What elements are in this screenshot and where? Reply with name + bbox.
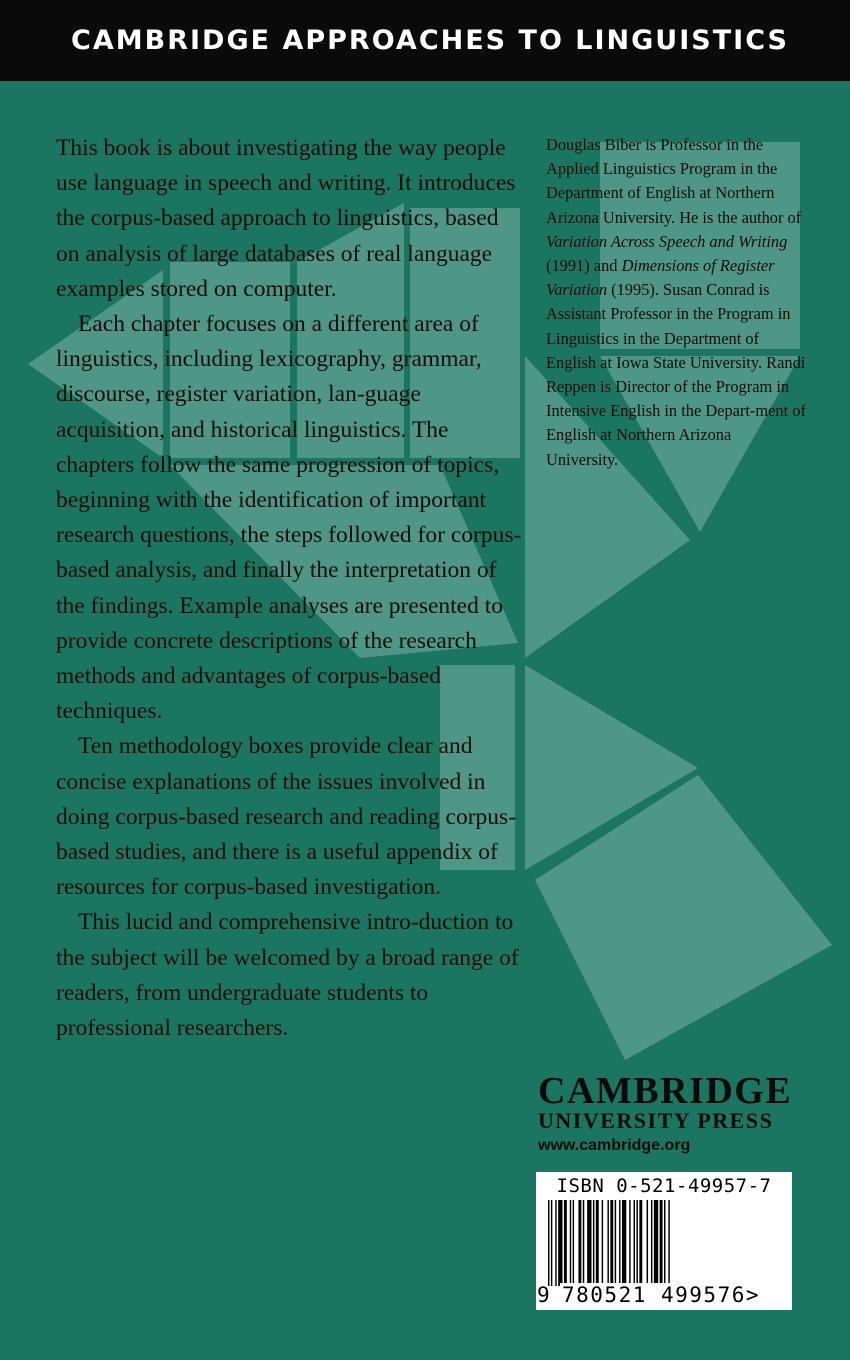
ean-digits: 780521 499576> (562, 1283, 761, 1307)
barcode-bar (555, 1200, 556, 1286)
isbn-number: ISBN 0-521-49957-7 (556, 1175, 772, 1197)
series-title: CAMBRIDGE APPROACHES TO LINGUISTICS (71, 25, 789, 56)
description-paragraph: Each chapter focuses on a different area of linguistics, including lexicography, grammar, discourse, register variation, lan-guage acquisition, and historical linguistics. The chapters follow the same progression of topics, beginning with the identification of important research questions, the steps followed for corpus-based analysis, and finally the interpretation of the findings. Example analyses are presented to provide concrete descriptions of the research methods and advantages of corpus-based techniques. (56, 311, 522, 725)
isbn-barcode (536, 1172, 792, 1310)
publisher-subtitle: UNIVERSITY PRESS (538, 1108, 774, 1133)
barcode-bar (607, 1200, 608, 1286)
bio-text: (1995). Susan Conrad is Assistant Professor in the Program in Linguistics in the Department of English at Iowa State University. Randi Reppen is Director of the Program in Intensive English in the Depart-ment of English at Northern Arizona University. (546, 280, 806, 469)
bio-book-title: Variation Across Speech and Writing (546, 231, 788, 251)
barcode-bar (564, 1200, 567, 1286)
barcode-bars (548, 1200, 784, 1286)
barcode-bar (573, 1200, 574, 1286)
barcode-bar (593, 1200, 594, 1286)
barcode-bar (578, 1200, 581, 1286)
barcode-bar (615, 1200, 616, 1286)
barcode-bar (651, 1200, 652, 1286)
barcode-bar (548, 1200, 549, 1286)
barcode-bar (602, 1200, 603, 1286)
author-bio (546, 133, 806, 472)
barcode-bar (622, 1200, 626, 1286)
barcode-bar (610, 1200, 613, 1286)
barcode-bar (654, 1200, 658, 1286)
bio-book-title: Dimensions of Register Variation (546, 256, 775, 300)
barcode-bar (619, 1200, 620, 1286)
publisher-logo (538, 1071, 798, 1155)
barcode-bar (660, 1200, 663, 1286)
barcode-bar (596, 1200, 599, 1286)
barcode-bar (636, 1200, 637, 1286)
book-description (56, 131, 526, 1046)
publisher-url: www.cambridge.org (538, 1137, 691, 1154)
series-banner (0, 0, 850, 81)
barcode-bar (570, 1200, 571, 1286)
barcode-bar (647, 1200, 648, 1286)
barcode-bar (668, 1200, 669, 1286)
ean-first-digit: 9 (537, 1283, 550, 1307)
description-paragraph: Ten methodology boxes provide clear and concise explanations of the issues involved in doing corpus-based research and reading corpus-based studies, and there is a useful appendix of resources for corpus-based investigation. (56, 733, 517, 901)
barcode-bar (558, 1200, 562, 1286)
barcode-bar (639, 1200, 642, 1286)
publisher-name: CAMBRIDGE (538, 1070, 793, 1112)
barcode-bar (583, 1200, 584, 1286)
bio-text: Douglas Biber is Professor in the Applied Linguistics Program in the Department of English at Northern Arizona University. He is the author of (546, 135, 802, 227)
description-paragraph: This lucid and comprehensive intro-duction to the subject will be welcomed by a broad range of readers, from undergraduate students to professional researchers. (56, 909, 519, 1042)
description-paragraph: This book is about investigating the way people use language in speech and writing. It introduces the corpus-based approach to linguistics, based on analysis of large databases of real language examples stored on computer. (56, 135, 516, 302)
barcode-bar (664, 1200, 665, 1286)
bio-text: (1991) and (546, 256, 622, 276)
barcode-bar (551, 1200, 552, 1286)
barcode-bar (634, 1200, 635, 1286)
barcode-bar (629, 1200, 630, 1286)
barcode-bar (587, 1200, 591, 1286)
